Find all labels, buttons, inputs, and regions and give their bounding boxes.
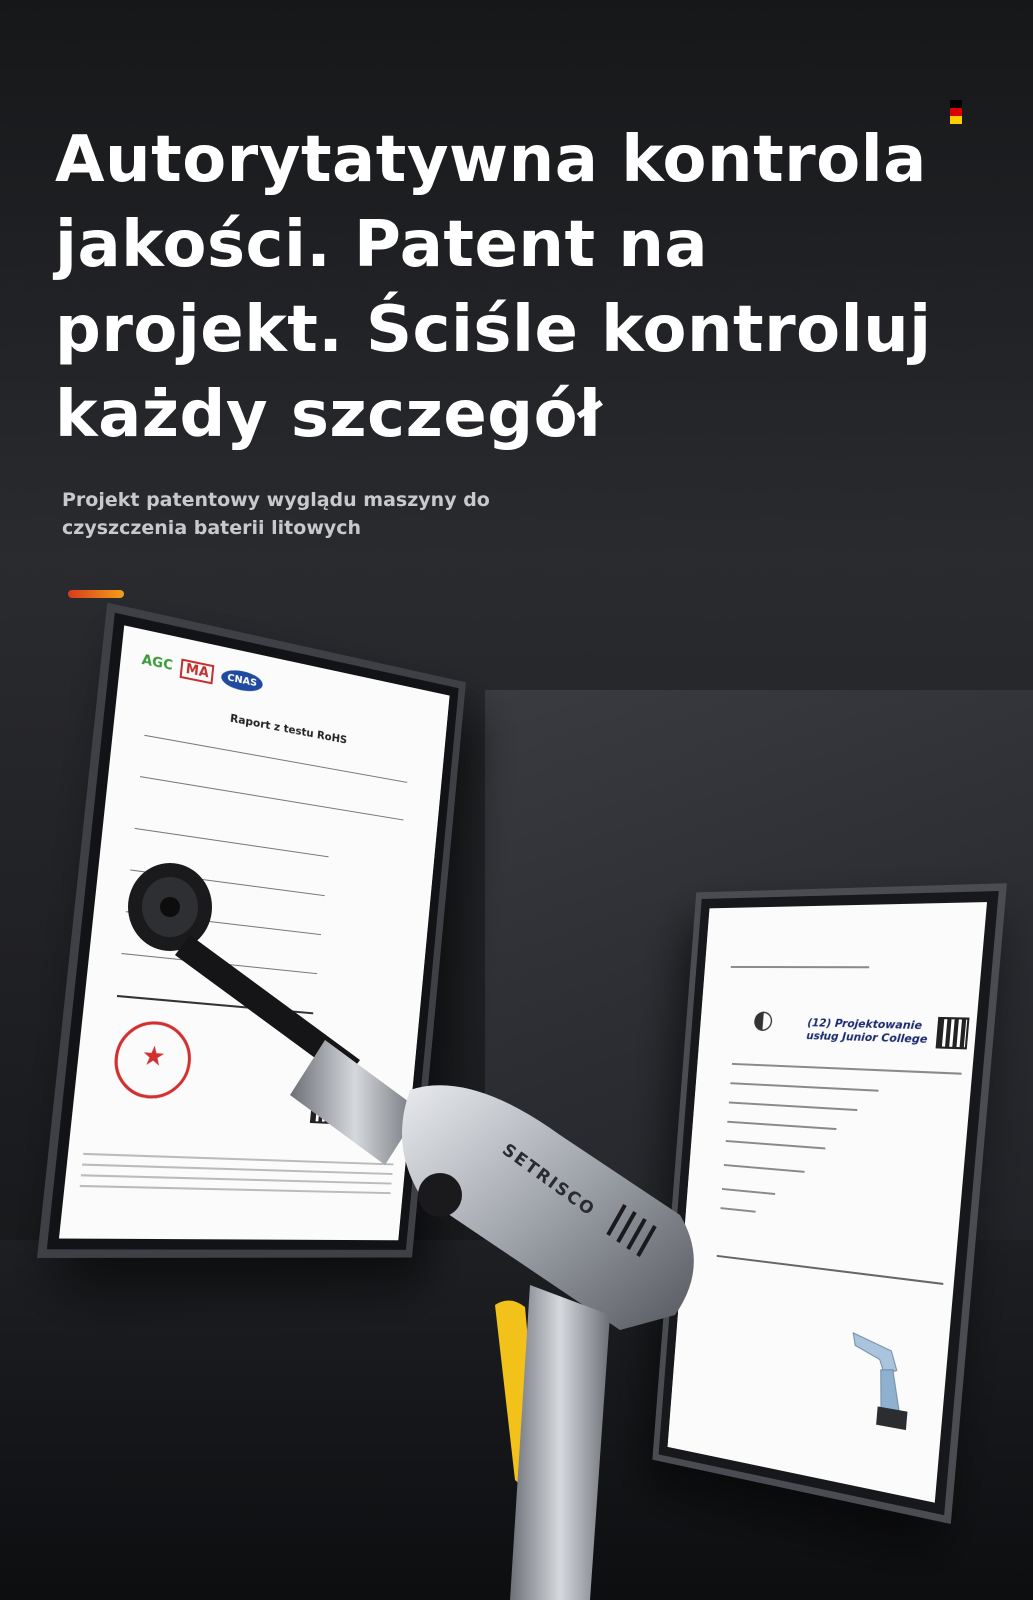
form-line <box>135 828 329 857</box>
patent-office-logo-icon: ◐ <box>751 1005 775 1036</box>
text-line <box>726 1140 826 1149</box>
text-line <box>724 1164 805 1173</box>
hose-connector <box>418 1173 462 1217</box>
certificate-title: Raport z testu RoHS <box>229 711 348 747</box>
spray-gun-drawing-icon <box>841 1322 918 1435</box>
patent-certificate-frame <box>652 883 1007 1524</box>
text-line <box>727 1121 836 1130</box>
patent-title: (12) Projektowanie usług Junior College <box>805 1016 929 1047</box>
headline: Autorytatywna kontrola jakości. Patent na projekt. Ściśle kontroluj każdy szczegół <box>55 123 932 452</box>
patent-certificate <box>668 902 987 1503</box>
subheadline: Projekt patentowy wyglądu maszyny do czyszczenia baterii litowych <box>62 489 490 539</box>
text-line <box>722 1188 775 1195</box>
form-line <box>140 776 404 820</box>
qr-code-icon <box>938 1019 967 1047</box>
cnas-logo: CNAS <box>221 667 264 694</box>
divider-line <box>717 1255 944 1285</box>
brand-label: SETRISCO <box>498 1140 600 1221</box>
text-line <box>731 966 870 968</box>
text-line <box>720 1207 755 1213</box>
agc-logo: AGC <box>140 652 174 675</box>
spray-gun-product-image <box>120 855 700 1600</box>
text-line <box>730 1082 878 1092</box>
nozzle-head <box>128 863 212 951</box>
text-line <box>732 1063 962 1075</box>
certification-logos <box>141 650 264 694</box>
red-stamp-icon: ★ <box>111 1018 195 1100</box>
accent-bar <box>68 590 124 598</box>
text-line <box>729 1102 858 1112</box>
ma-logo: MA <box>180 659 215 685</box>
